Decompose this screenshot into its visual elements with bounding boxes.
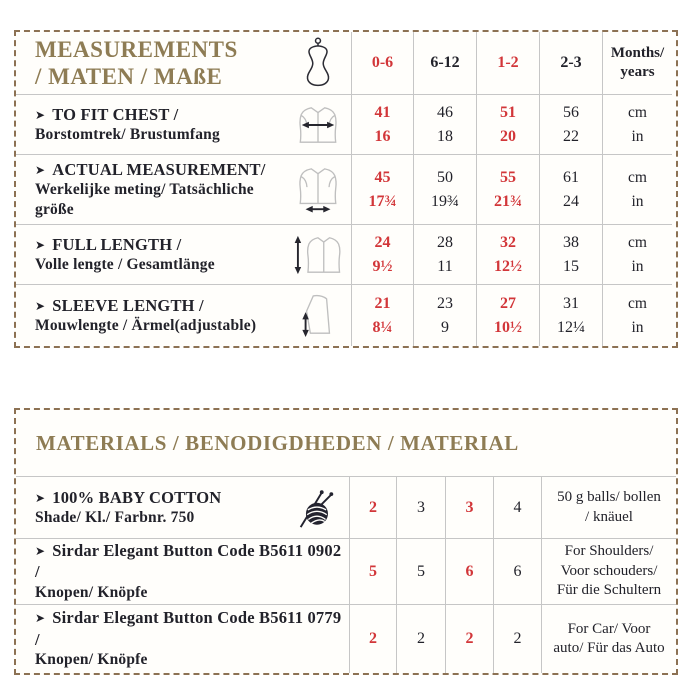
- row-full-length: [16, 224, 351, 284]
- value-cell: 3: [445, 476, 493, 538]
- size-header-2-3: 2-3: [539, 32, 602, 94]
- unit-cell: cm in: [602, 224, 672, 284]
- row-sublabel: Knopen/ Knöpfe: [35, 651, 148, 669]
- note-cell: 50 g balls/ bollen / knäuel: [541, 476, 676, 538]
- note-cell: For Car/ Voor auto/ Für das Auto: [541, 604, 676, 673]
- arrow-bullet-icon: ➤: [35, 543, 46, 558]
- value-cell: 2: [349, 604, 396, 673]
- value-cell: 2: [396, 604, 445, 673]
- row-sublabel: Werkelijke meting/ Tatsächliche größe: [35, 181, 254, 219]
- value-cell: 2: [349, 476, 396, 538]
- yarn-ball-icon: [285, 485, 347, 531]
- row-sublabel: Volle lengte / Gesamtlänge: [35, 256, 215, 274]
- chest-width-icon: [287, 103, 349, 147]
- value-cell: 55 21¾: [476, 154, 539, 224]
- row-label: Sirdar Elegant Button Code B5611 0779 /: [35, 608, 342, 649]
- measurements-title-line2: / MATEN / MAßE: [35, 64, 223, 89]
- value-cell: 5: [396, 538, 445, 604]
- arrow-bullet-icon: ➤: [35, 298, 46, 313]
- row-label: FULL LENGTH /: [52, 234, 182, 254]
- measurements-title: [35, 36, 287, 90]
- value-cell: 23 9: [413, 284, 476, 346]
- value-cell: 4: [493, 476, 541, 538]
- note-cell: For Shoulders/ Voor schouders/ Für die Schultern: [541, 538, 676, 604]
- unit-cell: cm in: [602, 154, 672, 224]
- value-cell: 28 11: [413, 224, 476, 284]
- size-header-0-6: 0-6: [351, 32, 413, 94]
- row-label: SLEEVE LENGTH /: [52, 295, 204, 315]
- value-cell: 2: [445, 604, 493, 673]
- row-label: 100% BABY COTTON: [52, 487, 222, 507]
- value-cell: 6: [445, 538, 493, 604]
- value-cell: 24 9½: [351, 224, 413, 284]
- arrow-bullet-icon: ➤: [35, 490, 46, 505]
- value-cell: 61 24: [539, 154, 602, 224]
- arrow-bullet-icon: ➤: [35, 162, 46, 177]
- row-sleeve-length: [16, 284, 351, 346]
- value-cell: 5: [349, 538, 396, 604]
- arrow-bullet-icon: ➤: [35, 611, 46, 626]
- value-cell: 3: [396, 476, 445, 538]
- value-cell: 32 12½: [476, 224, 539, 284]
- unit-header-line1: Months/: [610, 45, 665, 62]
- row-label: TO FIT CHEST /: [52, 104, 179, 124]
- arrow-bullet-icon: ➤: [35, 237, 46, 252]
- size-header-6-12: 6-12: [413, 32, 476, 94]
- value-cell: 21 8¼: [351, 284, 413, 346]
- materials-table: [14, 408, 678, 675]
- row-to-fit-chest: [16, 94, 351, 154]
- measurements-table: [14, 30, 678, 348]
- value-cell: 50 19¾: [413, 154, 476, 224]
- unit-cell: cm in: [602, 284, 672, 346]
- value-cell: 46 18: [413, 94, 476, 154]
- sleeve-length-icon: [287, 292, 349, 340]
- size-header-1-2: 1-2: [476, 32, 539, 94]
- arrow-bullet-icon: ➤: [35, 107, 46, 122]
- measurements-header-cell: [16, 32, 351, 94]
- value-cell: 27 10½: [476, 284, 539, 346]
- garment-width-icon: [287, 166, 349, 214]
- row-baby-cotton: [16, 476, 349, 538]
- materials-title: MATERIALS / BENODIGDHEDEN / MATERIAL: [36, 430, 519, 455]
- row-label: Sirdar Elegant Button Code B5611 0902 /: [35, 540, 342, 582]
- value-cell: 38 15: [539, 224, 602, 284]
- value-cell: 45 17¾: [351, 154, 413, 224]
- measurements-title-line1: MEASUREMENTS: [35, 36, 238, 62]
- value-cell: 41 16: [351, 94, 413, 154]
- row-button-0779: [16, 604, 349, 673]
- row-button-0902: [16, 538, 349, 604]
- value-cell: 31 12¼: [539, 284, 602, 346]
- unit-header-line2: years: [620, 64, 655, 80]
- row-sublabel: Shade/ Kl./ Farbnr. 750: [35, 509, 195, 527]
- unit-header-months-years: [602, 32, 672, 94]
- value-cell: 56 22: [539, 94, 602, 154]
- full-length-icon: [287, 233, 349, 277]
- dress-form-icon: [287, 36, 349, 90]
- row-sublabel: Mouwlengte / Ärmel(adjustable): [35, 317, 257, 335]
- materials-header-cell: [16, 410, 676, 476]
- row-label: ACTUAL MEASUREMENT/: [52, 159, 266, 179]
- row-actual-measurement: [16, 154, 351, 224]
- value-cell: 6: [493, 538, 541, 604]
- row-sublabel: Knopen/ Knöpfe: [35, 583, 148, 601]
- row-sublabel: Borstomtrek/ Brustumfang: [35, 126, 220, 144]
- value-cell: 2: [493, 604, 541, 673]
- unit-cell: cm in: [602, 94, 672, 154]
- value-cell: 51 20: [476, 94, 539, 154]
